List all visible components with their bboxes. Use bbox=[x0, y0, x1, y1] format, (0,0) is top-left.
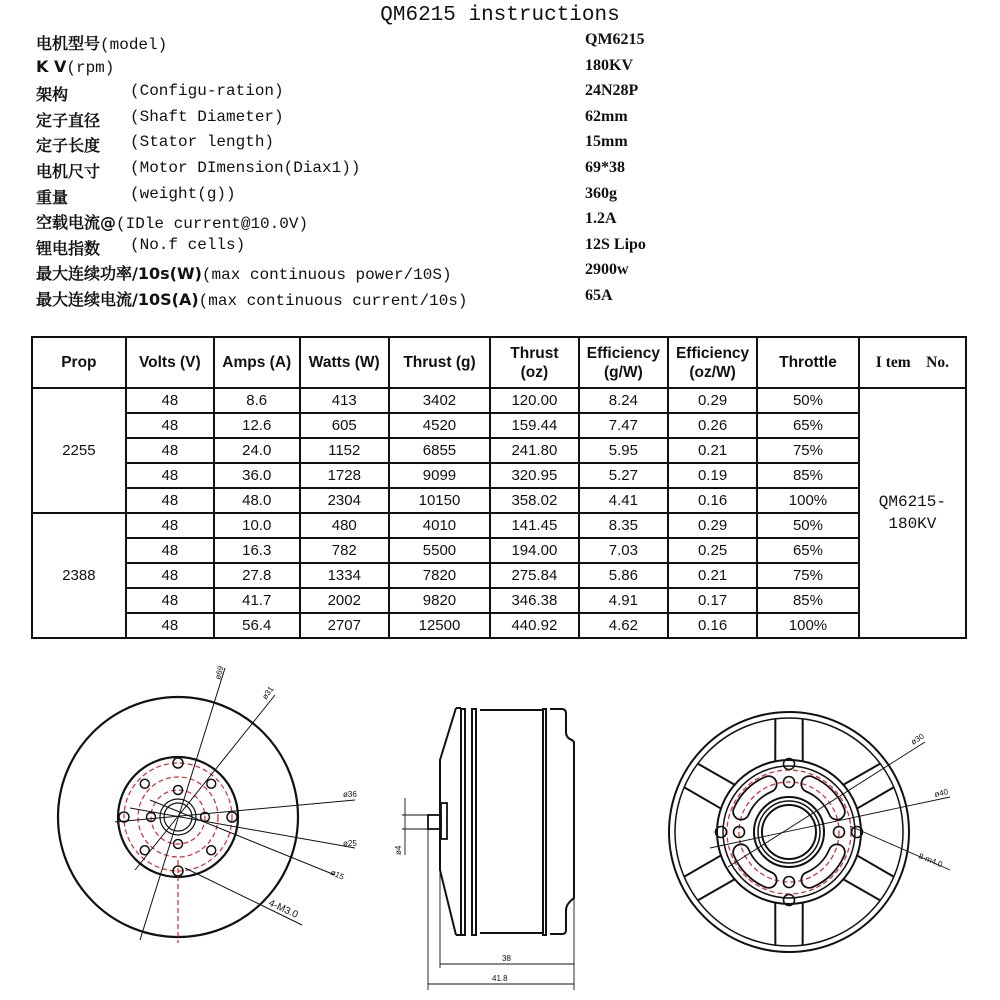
table-cell: 48.0 bbox=[214, 488, 300, 513]
spec-label bbox=[36, 31, 167, 54]
spec-label bbox=[36, 235, 246, 259]
table-cell: 65% bbox=[757, 538, 859, 563]
table-cell: 56.4 bbox=[214, 613, 300, 638]
table-row bbox=[32, 538, 966, 563]
spec-label-en: (max continuous power/10S) bbox=[201, 266, 452, 285]
spec-label-en: (Stator length) bbox=[130, 133, 275, 152]
table-cell: 75% bbox=[757, 563, 859, 588]
table-cell: 8.35 bbox=[579, 513, 668, 538]
spec-label-en: (No.f cells) bbox=[130, 235, 246, 254]
table-cell: 50% bbox=[757, 388, 859, 413]
table-cell: 0.25 bbox=[668, 538, 757, 563]
spec-label-cn: 架构 bbox=[36, 85, 69, 105]
table-row bbox=[32, 438, 966, 463]
dim-label: ø30 bbox=[909, 731, 926, 747]
table-cell: 7820 bbox=[389, 563, 490, 588]
table-cell: 48 bbox=[126, 438, 214, 463]
table-cell: 0.16 bbox=[668, 613, 757, 638]
side-body-front bbox=[440, 708, 456, 935]
spec-label bbox=[36, 287, 468, 310]
table-cell: 36.0 bbox=[214, 463, 300, 488]
spec-label-cn: 电机型号 bbox=[36, 34, 101, 53]
table-cell: 4010 bbox=[389, 513, 490, 538]
table-cell: 480 bbox=[300, 513, 389, 538]
performance-table bbox=[31, 336, 967, 639]
dim-label: 8-m4.0 bbox=[917, 851, 944, 870]
table-cell: 320.95 bbox=[490, 463, 579, 488]
table-cell: 5.95 bbox=[579, 438, 668, 463]
table-row bbox=[32, 513, 966, 538]
side-body-back bbox=[550, 709, 574, 934]
table-cell: 7.03 bbox=[579, 538, 668, 563]
column-header: Thrust (g) bbox=[389, 337, 490, 388]
table-cell: 2002 bbox=[300, 588, 389, 613]
table-cell: 4.91 bbox=[579, 588, 668, 613]
side-dimension-labels bbox=[394, 845, 511, 983]
column-header: Prop bbox=[32, 337, 126, 388]
spoke-edge bbox=[857, 787, 894, 808]
front-dashed-circles bbox=[124, 763, 232, 943]
table-row bbox=[32, 613, 966, 638]
table-cell: 1728 bbox=[300, 463, 389, 488]
front-view-drawing bbox=[58, 668, 355, 943]
table-cell: 48 bbox=[126, 538, 214, 563]
table-cell: 0.21 bbox=[668, 563, 757, 588]
document-title: QM6215 instructions bbox=[380, 4, 620, 27]
dim-label: ø40 bbox=[933, 787, 949, 799]
spec-value: 360g bbox=[585, 184, 617, 202]
column-header: Thrust (oz) bbox=[490, 337, 579, 388]
spec-label bbox=[36, 57, 114, 77]
spec-label-en: (Configu-ration) bbox=[130, 82, 284, 101]
table-cell: 1334 bbox=[300, 563, 389, 588]
table-cell: 48 bbox=[126, 488, 214, 513]
table-cell: 605 bbox=[300, 413, 389, 438]
table-cell: 2304 bbox=[300, 488, 389, 513]
table-cell: 4.62 bbox=[579, 613, 668, 638]
spec-value: 1.2A bbox=[585, 210, 617, 228]
spoke-edge bbox=[698, 764, 735, 785]
spec-label-cn: 最大连续功率/10s(W) bbox=[36, 264, 202, 284]
back-view-labels bbox=[909, 731, 949, 869]
mount-hole bbox=[207, 779, 216, 788]
table-cell: 10.0 bbox=[214, 513, 300, 538]
dim-label: ø25 bbox=[343, 839, 357, 848]
table-cell: 358.02 bbox=[490, 488, 579, 513]
table-cell: 16.3 bbox=[214, 538, 300, 563]
spec-label-en: (model) bbox=[100, 36, 168, 54]
table-cell: 24.0 bbox=[214, 438, 300, 463]
table-cell: 8.6 bbox=[214, 388, 300, 413]
spec-value: 69*38 bbox=[585, 159, 625, 176]
mount-hole bbox=[207, 846, 216, 855]
spec-label bbox=[36, 82, 284, 105]
table-cell: 48 bbox=[126, 613, 214, 638]
spec-value: 2900w bbox=[585, 261, 629, 279]
table-cell: 12500 bbox=[389, 613, 490, 638]
table-row bbox=[32, 588, 966, 613]
table-cell: 0.17 bbox=[668, 588, 757, 613]
table-cell: 9099 bbox=[389, 463, 490, 488]
dim-label: 4-M3.0 bbox=[266, 897, 300, 921]
table-cell: 10150 bbox=[389, 488, 490, 513]
table-cell: 8.24 bbox=[579, 388, 668, 413]
spec-value: 65A bbox=[585, 287, 613, 304]
table-cell: 48 bbox=[126, 588, 214, 613]
spec-label bbox=[36, 184, 236, 208]
spec-label-en: (weight(g)) bbox=[130, 184, 236, 203]
column-header: I tem No. bbox=[859, 337, 966, 388]
table-cell: 275.84 bbox=[490, 563, 579, 588]
table-cell: 48 bbox=[126, 513, 214, 538]
table-cell: 48 bbox=[126, 388, 214, 413]
table-cell: 0.26 bbox=[668, 413, 757, 438]
table-row bbox=[32, 488, 966, 513]
table-cell: 6855 bbox=[389, 438, 490, 463]
spoke-edge bbox=[857, 855, 894, 876]
table-cell: 65% bbox=[757, 413, 859, 438]
spec-label bbox=[36, 261, 452, 284]
table-row bbox=[32, 388, 966, 413]
spoke-edge bbox=[843, 879, 880, 900]
back-mount-slots bbox=[733, 776, 845, 888]
table-cell: 3402 bbox=[389, 388, 490, 413]
spec-label-cn: 重量 bbox=[36, 187, 69, 207]
item-number-cell: QM6215- 180KV bbox=[859, 388, 966, 638]
table-cell: 0.16 bbox=[668, 488, 757, 513]
spec-value: 180KV bbox=[585, 56, 633, 74]
table-cell: 5.27 bbox=[579, 463, 668, 488]
spec-label-en: (max continuous current/10s) bbox=[198, 292, 468, 310]
table-cell: 120.00 bbox=[490, 388, 579, 413]
mount-hole bbox=[140, 779, 149, 788]
table-cell: 27.8 bbox=[214, 563, 300, 588]
table-cell: 4520 bbox=[389, 413, 490, 438]
dim-label: 38 bbox=[502, 954, 511, 963]
dim-label: ø4 bbox=[394, 845, 403, 855]
spec-label-en: (Motor DImension(Diax1)) bbox=[130, 159, 361, 177]
spec-value: 15mm bbox=[585, 133, 628, 151]
spec-label bbox=[36, 159, 361, 182]
spoke-edge bbox=[698, 879, 735, 900]
spec-value: 24N28P bbox=[585, 82, 639, 100]
spec-label-en: (rpm) bbox=[66, 58, 115, 77]
table-cell: 7.47 bbox=[579, 413, 668, 438]
table-cell: 85% bbox=[757, 588, 859, 613]
table-cell: 782 bbox=[300, 538, 389, 563]
column-header: Watts (W) bbox=[300, 337, 389, 388]
spec-label-cn: 最大连续电流/10S(A) bbox=[36, 290, 199, 309]
table-cell: 1152 bbox=[300, 438, 389, 463]
table-cell: 41.7 bbox=[214, 588, 300, 613]
front-dimension-lines bbox=[115, 668, 355, 940]
spec-label-cn: 定子长度 bbox=[36, 136, 101, 156]
back-view-drawing bbox=[669, 712, 950, 952]
table-cell: 5500 bbox=[389, 538, 490, 563]
dim-label: ø69 bbox=[213, 664, 226, 681]
prop-cell: 2255 bbox=[32, 388, 126, 513]
table-cell: 50% bbox=[757, 513, 859, 538]
spec-label-cn: K V bbox=[36, 56, 67, 76]
spoke-edge bbox=[684, 855, 721, 876]
dim-label: ø31 bbox=[260, 684, 276, 702]
table-cell: 346.38 bbox=[490, 588, 579, 613]
table-cell: 413 bbox=[300, 388, 389, 413]
table-cell: 9820 bbox=[389, 588, 490, 613]
spec-label-cn: 空载电流@ bbox=[36, 213, 117, 233]
table-cell: 12.6 bbox=[214, 413, 300, 438]
table-row bbox=[32, 563, 966, 588]
table-cell: 0.29 bbox=[668, 388, 757, 413]
front-view-labels bbox=[213, 664, 357, 921]
table-cell: 48 bbox=[126, 413, 214, 438]
table-cell: 5.86 bbox=[579, 563, 668, 588]
table-cell: 48 bbox=[126, 463, 214, 488]
table-cell: 100% bbox=[757, 488, 859, 513]
spec-label-en: (Shaft Diameter) bbox=[130, 107, 284, 126]
spec-label-en: (IDle current@10.0V) bbox=[116, 215, 309, 234]
table-cell: 75% bbox=[757, 438, 859, 463]
column-header: Efficiency (oz/W) bbox=[668, 337, 757, 388]
spec-label-cn: 电机尺寸 bbox=[36, 162, 101, 181]
column-header: Volts (V) bbox=[126, 337, 214, 388]
table-cell: 194.00 bbox=[490, 538, 579, 563]
table-cell: 0.29 bbox=[668, 513, 757, 538]
table-cell: 440.92 bbox=[490, 613, 579, 638]
table-cell: 4.41 bbox=[579, 488, 668, 513]
spec-label bbox=[36, 210, 308, 233]
spec-value: 12S Lipo bbox=[585, 235, 646, 253]
spoke-edge bbox=[684, 787, 721, 808]
table-cell: 0.21 bbox=[668, 438, 757, 463]
table-cell: 2707 bbox=[300, 613, 389, 638]
spec-label bbox=[36, 133, 275, 156]
spec-value: QM6215 bbox=[585, 31, 645, 48]
dim-label: ø15 bbox=[329, 867, 346, 882]
table-row bbox=[32, 463, 966, 488]
column-header: Amps (A) bbox=[214, 337, 300, 388]
prop-cell: 2388 bbox=[32, 513, 126, 638]
column-header: Throttle bbox=[757, 337, 859, 388]
spec-label bbox=[36, 107, 284, 131]
table-cell: 48 bbox=[126, 563, 214, 588]
spec-value: 62mm bbox=[585, 107, 628, 125]
column-header: Efficiency (g/W) bbox=[579, 337, 668, 388]
table-cell: 85% bbox=[757, 463, 859, 488]
table-row bbox=[32, 413, 966, 438]
table-cell: 100% bbox=[757, 613, 859, 638]
table-cell: 0.19 bbox=[668, 463, 757, 488]
technical-drawings bbox=[0, 650, 1000, 1000]
dim-label: ø36 bbox=[343, 790, 357, 799]
spec-label-cn: 锂电指数 bbox=[36, 238, 101, 258]
table-cell: 241.80 bbox=[490, 438, 579, 463]
side-view-drawing bbox=[428, 708, 574, 935]
table-cell: 141.45 bbox=[490, 513, 579, 538]
spec-label-cn: 定子直径 bbox=[36, 110, 101, 130]
dim-label: 41.8 bbox=[492, 974, 508, 983]
table-cell: 159.44 bbox=[490, 413, 579, 438]
